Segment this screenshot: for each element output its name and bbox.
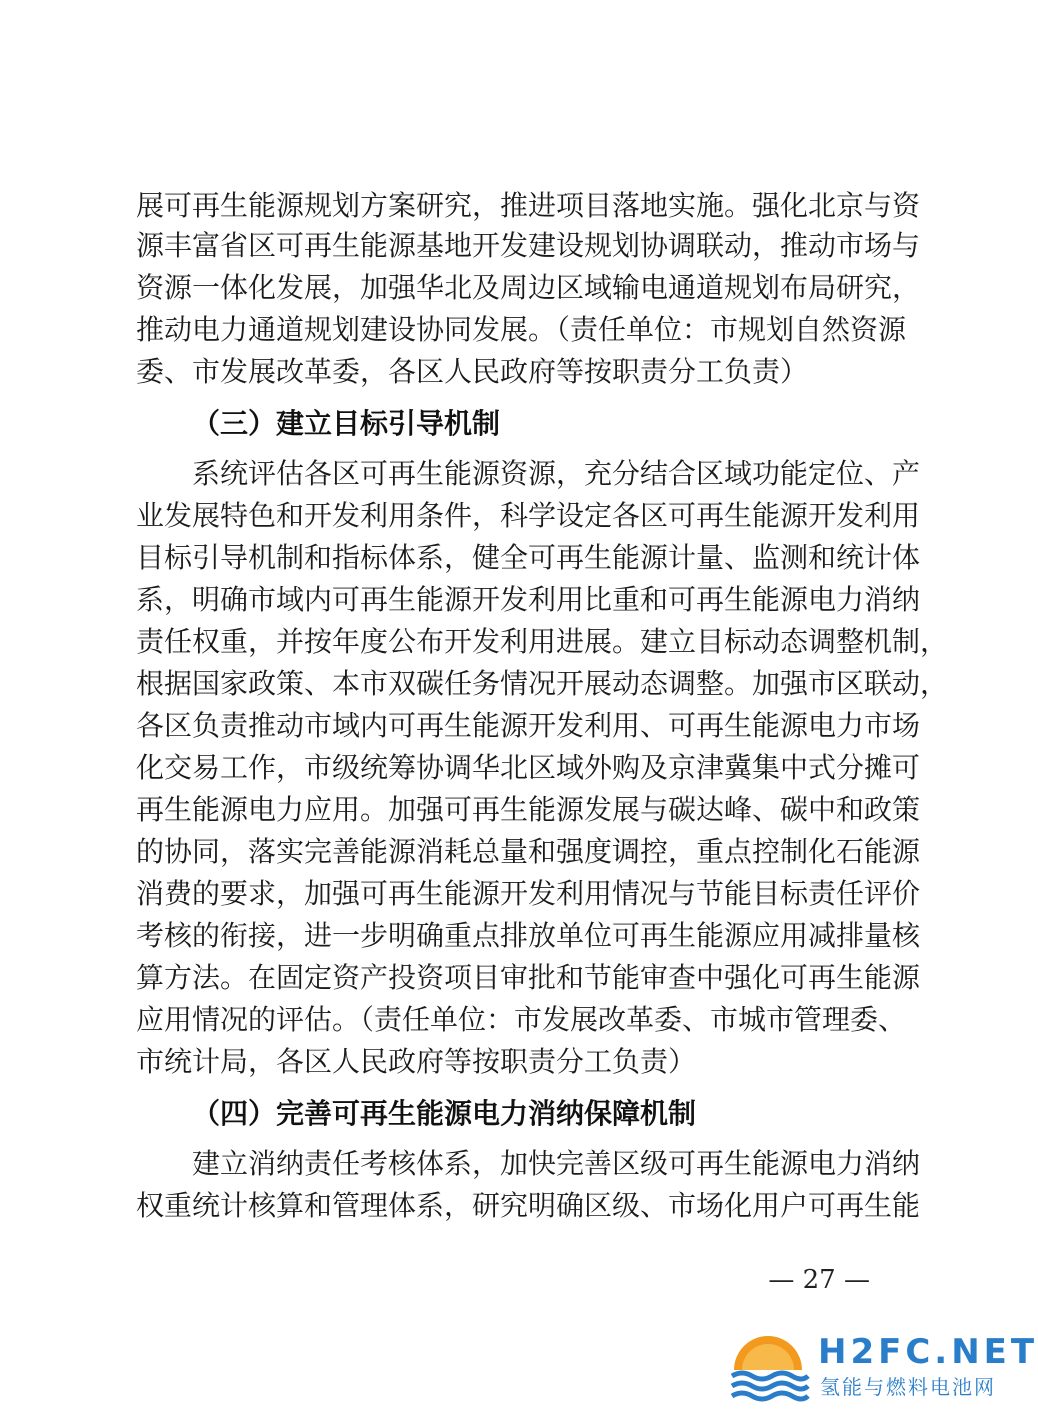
text-line: 考核的衔接，进一步明确重点排放单位可再生能源应用减排量核 — [136, 919, 921, 952]
text-line: 建立消纳责任考核体系，加快完善区级可再生能源电力消纳 — [192, 1147, 921, 1180]
text-line: 委、市发展改革委，各区人民政府等按职责分工负责） — [136, 355, 809, 388]
watermark-subtitle: 氢能与燃料电池网 — [820, 1375, 996, 1399]
text-line: 目标引导机制和指标体系，健全可再生能源计量、监测和统计体 — [136, 541, 921, 574]
text-line: 推动电力通道规划建设协同发展。（责任单位：市规划自然资源 — [136, 313, 907, 346]
text-line: 各区负责推动市域内可再生能源开发利用、可再生能源电力市场 — [136, 709, 921, 742]
text-line: 业发展特色和开发利用条件，科学设定各区可再生能源开发利用 — [136, 499, 921, 532]
text-line: 市统计局，各区人民政府等按职责分工负责） — [136, 1045, 697, 1078]
text-line: 化交易工作，市级统筹协调华北区域外购及京津冀集中式分摊可 — [136, 751, 921, 784]
text-line: 资源一体化发展，加强华北及周边区域输电通道规划布局研究， — [136, 271, 921, 304]
text-line: 根据国家政策、本市双碳任务情况开展动态调整。加强市区联动， — [136, 667, 949, 700]
sun-over-waves-logo-icon — [728, 1330, 808, 1406]
text-line: 源丰富省区可再生能源基地开发建设规划协调联动，推动市场与 — [136, 229, 921, 262]
section-heading-3: （三）建立目标引导机制 — [192, 407, 501, 440]
text-line: 责任权重，并按年度公布开发利用进展。建立目标动态调整机制， — [136, 625, 949, 658]
site-watermark[interactable] — [728, 1330, 1038, 1406]
text-line: 系统评估各区可再生能源资源，充分结合区域功能定位、产 — [192, 457, 921, 490]
text-line: 应用情况的评估。（责任单位：市发展改革委、市城市管理委、 — [136, 1003, 907, 1036]
text-line: 展可再生能源规划方案研究，推进项目落地实施。强化北京与资 — [136, 189, 921, 222]
text-line: 权重统计核算和管理体系，研究明确区级、市场化用户可再生能 — [136, 1189, 921, 1222]
text-line: 消费的要求，加强可再生能源开发利用情况与节能目标责任评价 — [136, 877, 921, 910]
section-heading-4: （四）完善可再生能源电力消纳保障机制 — [192, 1097, 697, 1130]
text-line: 再生能源电力应用。加强可再生能源发展与碳达峰、碳中和政策 — [136, 793, 921, 826]
text-line: 算方法。在固定资产投资项目审批和节能审查中强化可再生能源 — [136, 961, 921, 994]
text-line: 系，明确市域内可再生能源开发利用比重和可再生能源电力消纳 — [136, 583, 921, 616]
page-number: — 27 — — [768, 1265, 870, 1295]
watermark-title: H2FC.NET — [818, 1332, 1038, 1372]
text-line: 的协同，落实完善能源消耗总量和强度调控，重点控制化石能源 — [136, 835, 921, 868]
